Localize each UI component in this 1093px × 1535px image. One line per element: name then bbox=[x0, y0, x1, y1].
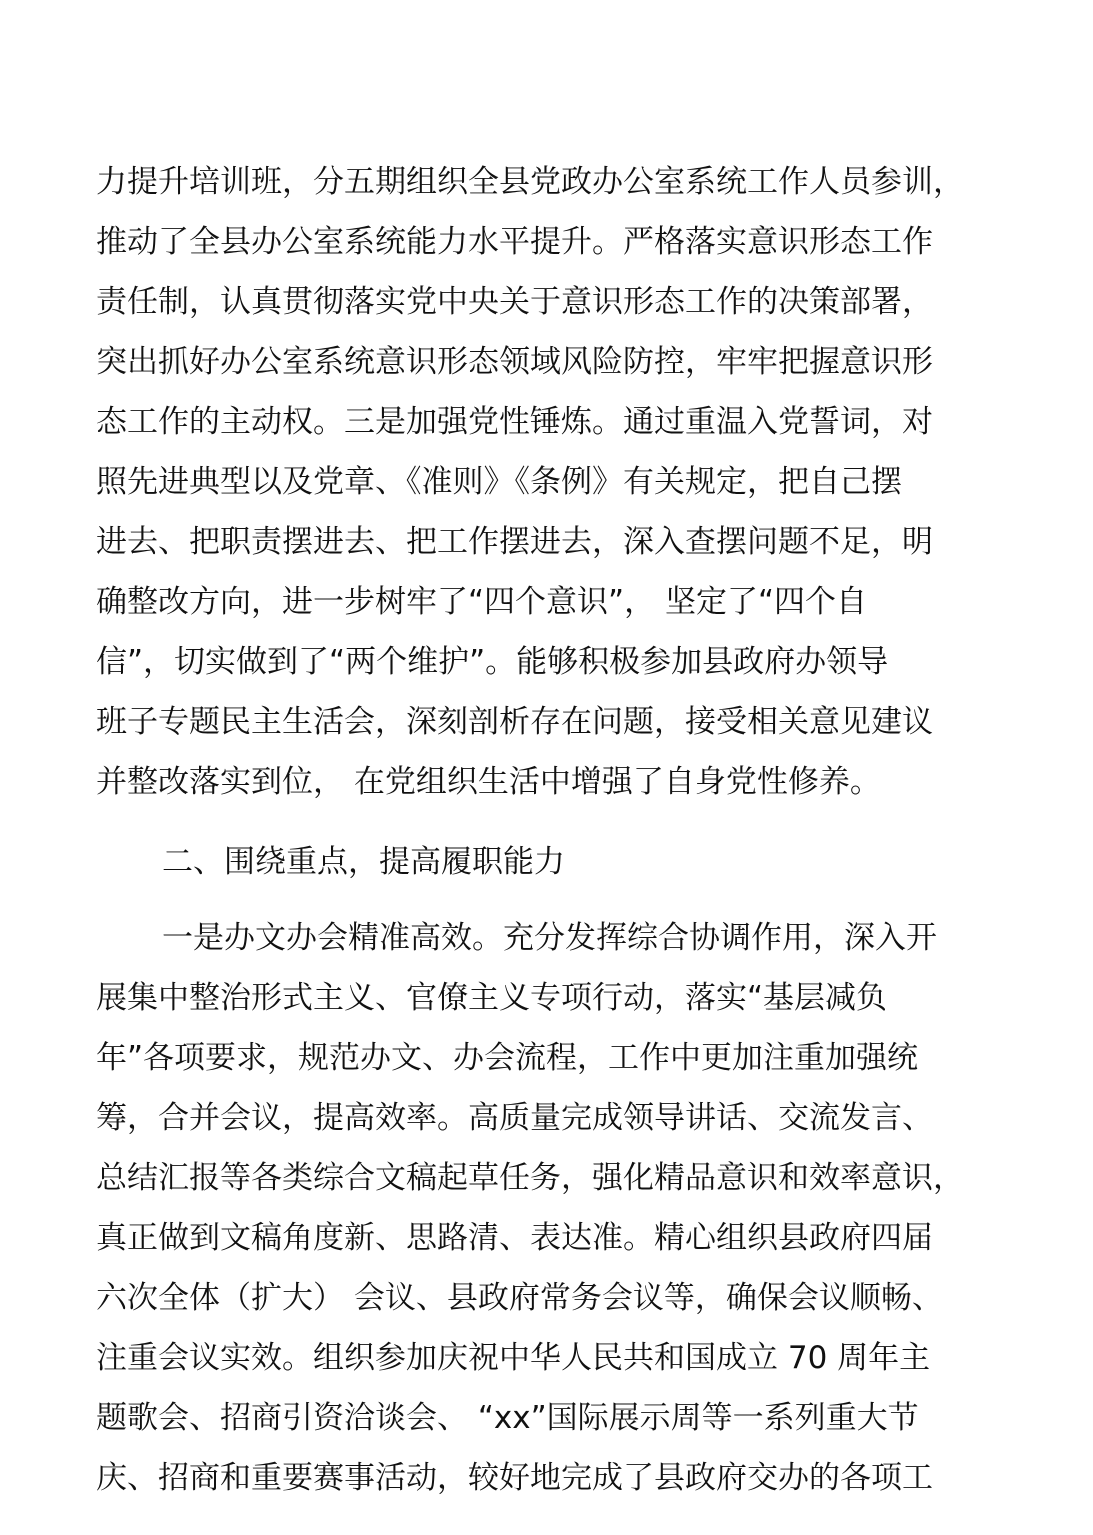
paragraph-line: 确整改方向，进一步树牢了“四个意识”， 坚定了“四个自 bbox=[96, 584, 868, 620]
paragraph-line: 突出抓好办公室系统意识形态领域风险防控，牢牢把握意识形 bbox=[96, 344, 933, 380]
paragraph-line: 展集中整治形式主义、官僚主义专项行动，落实“基层减负 bbox=[96, 980, 888, 1016]
paragraph-line: 力提升培训班，分五期组织全县党政办公室系统工作人员参训， bbox=[96, 164, 964, 200]
paragraph-line: 班子专题民主生活会，深刻剖析存在问题，接受相关意见建议 bbox=[96, 704, 933, 740]
paragraph-line: 责任制，认真贯彻落实党中央关于意识形态工作的决策部署， bbox=[96, 284, 933, 320]
paragraph-line: 题歌会、招商引资洽谈会、 “xx”国际展示周等一系列重大节 bbox=[96, 1400, 919, 1436]
paragraph-line: 真正做到文稿角度新、思路清、表达准。精心组织县政府四届 bbox=[96, 1220, 933, 1256]
paragraph-line: 进去、把职责摆进去、把工作摆进去，深入查摆问题不足，明 bbox=[96, 524, 933, 560]
paragraph-line: 态工作的主动权。三是加强党性锤炼。通过重温入党誓词，对 bbox=[96, 404, 933, 440]
paragraph-line: 照先进典型以及党章、《准则》《条例》有关规定，把自己摆 bbox=[96, 464, 902, 500]
paragraph-line: 总结汇报等各类综合文稿起草任务，强化精品意识和效率意识， bbox=[96, 1160, 964, 1196]
paragraph-line: 年”各项要求，规范办文、办会流程，工作中更加注重加强统 bbox=[96, 1040, 919, 1076]
paragraph-line: 一是办文办会精准高效。充分发挥综合协调作用，深入开 bbox=[162, 920, 937, 956]
paragraph-line: 六次全体（扩大） 会议、县政府常务会议等，确保会议顺畅、 bbox=[96, 1280, 943, 1316]
paragraph-line: 筹，合并会议，提高效率。高质量完成领导讲话、交流发言、 bbox=[96, 1100, 933, 1136]
paragraph-line: 信”，切实做到了“两个维护”。能够积极参加县政府办领导 bbox=[96, 644, 889, 680]
paragraph-line: 并整改落实到位， 在党组织生活中增强了自身党性修养。 bbox=[96, 764, 881, 800]
paragraph-line: 注重会议实效。组织参加庆祝中华人民共和国成立 70 周年主 bbox=[96, 1340, 931, 1376]
paragraph-line: 庆、招商和重要赛事活动，较好地完成了县政府交办的各项工 bbox=[96, 1460, 933, 1496]
section-heading: 二、围绕重点，提高履职能力 bbox=[162, 844, 565, 880]
paragraph-line: 推动了全县办公室系统能力水平提升。严格落实意识形态工作 bbox=[96, 224, 933, 260]
